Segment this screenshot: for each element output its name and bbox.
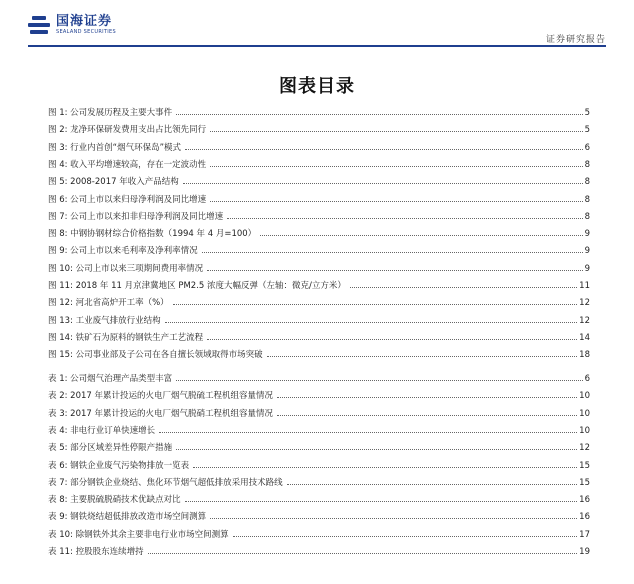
dot-leader — [277, 415, 577, 416]
table-entry[interactable] — [48, 491, 590, 505]
table-entry[interactable] — [48, 370, 590, 384]
table-entry[interactable] — [48, 474, 590, 488]
dot-leader — [233, 536, 578, 537]
entry-page-number: 12 — [579, 443, 590, 454]
dot-leader — [183, 183, 583, 184]
dot-leader — [267, 356, 578, 357]
entry-label: 表 1: 公司烟气治理产品类型丰富 — [48, 374, 173, 384]
dot-leader — [165, 322, 578, 323]
entry-page-number: 9 — [584, 263, 590, 274]
entry-label: 图 4: 收入平均增速较高，存在一定波动性 — [48, 159, 207, 170]
dot-leader — [185, 149, 583, 150]
entry-page-number: 17 — [579, 529, 590, 540]
figure-entry[interactable] — [48, 329, 590, 343]
entry-page-number: 11 — [579, 281, 590, 291]
entry-label: 图 1: 公司发展历程及主要大事件 — [48, 108, 173, 118]
dot-leader — [260, 235, 582, 236]
entry-page-number: 6 — [584, 142, 590, 153]
entry-page-number: 8 — [584, 211, 590, 222]
dot-leader — [210, 201, 582, 202]
entry-label: 图 7: 公司上市以来扣非归母净利润及同比增速 — [48, 211, 224, 222]
page-title: 图表目录 — [279, 76, 355, 97]
figure-entry[interactable] — [48, 121, 590, 135]
entry-label: 图 12: 河北省高炉开工率（%） — [48, 298, 169, 309]
entry-label: 图 13: 工业废气排放行业结构 — [48, 315, 161, 326]
dot-leader — [148, 553, 578, 554]
dot-leader — [176, 449, 577, 450]
dot-leader — [210, 131, 582, 132]
entry-page-number: 5 — [584, 108, 590, 118]
entry-label: 表 9: 钢铁烧结超低排放改造市场空间测算 — [48, 512, 207, 523]
dot-leader — [210, 518, 577, 519]
entry-page-number: 18 — [579, 350, 590, 361]
entry-label: 图 2: 龙净环保研发费用支出占比领先同行 — [48, 125, 207, 136]
header-divider — [28, 45, 606, 47]
figure-entry[interactable] — [48, 191, 590, 205]
figure-entry[interactable] — [48, 156, 590, 170]
dot-leader — [227, 218, 582, 219]
entry-page-number: 9 — [584, 246, 590, 257]
entry-page-number: 9 — [584, 229, 590, 240]
dot-leader — [207, 339, 577, 340]
table-entry[interactable] — [48, 543, 590, 557]
entry-label: 图 8: 中钢协钢材综合价格指数（1994 年 4 月=100） — [48, 229, 257, 240]
entry-label: 图 6: 公司上市以来归母净利润及同比增速 — [48, 194, 207, 205]
table-entry[interactable] — [48, 508, 590, 522]
entry-label: 图 11: 2018 年 11 月京津冀地区 PM2.5 浓度大幅反弹（左轴：微克/立方米） — [48, 281, 346, 291]
dot-leader — [287, 484, 577, 485]
table-entry[interactable] — [48, 422, 590, 436]
entry-label: 图 5: 2008-2017 年收入产品结构 — [48, 177, 179, 188]
entry-label: 图 10: 公司上市以来三项期间费用率情况 — [48, 263, 204, 274]
entry-label: 表 10: 除钢铁外其余主要非电行业市场空间测算 — [48, 529, 229, 540]
company-logo — [28, 14, 116, 36]
entry-label: 表 6: 钢铁企业废气污染物排放一览表 — [48, 460, 190, 471]
entry-page-number: 8 — [584, 159, 590, 170]
figure-entry[interactable] — [48, 225, 590, 239]
entry-label: 表 5: 部分区域差异性停限产措施 — [48, 443, 173, 454]
dot-leader — [159, 432, 577, 433]
entry-page-number: 12 — [579, 315, 590, 326]
entry-page-number: 12 — [579, 298, 590, 309]
figure-entry[interactable] — [48, 208, 590, 222]
entry-page-number: 6 — [584, 374, 590, 384]
dot-leader — [185, 501, 577, 502]
entry-page-number: 10 — [579, 425, 590, 436]
entry-page-number: 10 — [579, 408, 590, 419]
entry-label: 表 4: 非电行业订单快速增长 — [48, 425, 156, 436]
figure-entry[interactable] — [48, 312, 590, 326]
figure-entry[interactable] — [48, 346, 590, 360]
entry-page-number: 15 — [579, 460, 590, 471]
entry-label: 表 2: 2017 年累计投运的火电厂烟气脱硫工程机组容量情况 — [48, 391, 274, 402]
entry-page-number: 15 — [579, 477, 590, 488]
table-entry[interactable] — [48, 405, 590, 419]
entry-page-number: 16 — [579, 495, 590, 506]
entry-label: 图 14: 铁矿石为原料的钢铁生产工艺流程 — [48, 332, 204, 343]
entry-page-number: 8 — [584, 194, 590, 205]
figure-entry[interactable] — [48, 277, 590, 291]
entry-page-number: 16 — [579, 512, 590, 523]
figure-entry[interactable] — [48, 242, 590, 256]
report-type: 证券研究报告 — [545, 35, 606, 45]
company-name-en: SEALAND SECURITIES — [56, 29, 116, 35]
entry-page-number: 14 — [579, 332, 590, 343]
dot-leader — [202, 252, 583, 253]
dot-leader — [277, 397, 577, 398]
entry-page-number: 5 — [584, 125, 590, 136]
figure-entry[interactable] — [48, 139, 590, 153]
figure-entry[interactable] — [48, 260, 590, 274]
dot-leader — [350, 287, 577, 288]
entry-label: 表 3: 2017 年累计投运的火电厂烟气脱硝工程机组容量情况 — [48, 408, 274, 419]
entry-label: 表 11: 控股股东连续增持 — [48, 547, 144, 557]
table-entry[interactable] — [48, 526, 590, 540]
entry-label: 表 8: 主要脱硫脱硝技术优缺点对比 — [48, 495, 181, 506]
figure-entry[interactable] — [48, 104, 590, 118]
entry-page-number: 19 — [579, 547, 590, 557]
entry-page-number: 10 — [579, 391, 590, 402]
dot-leader — [173, 304, 578, 305]
dot-leader — [210, 166, 582, 167]
dot-leader — [193, 467, 577, 468]
logo-mark-icon — [28, 14, 50, 36]
page-header — [0, 0, 634, 46]
table-entry[interactable] — [48, 457, 590, 471]
entry-page-number: 8 — [584, 177, 590, 188]
dot-leader — [176, 380, 582, 381]
entry-label: 图 9: 公司上市以来毛利率及净利率情况 — [48, 246, 198, 257]
dot-leader — [207, 270, 582, 271]
entry-label: 图 15: 公司事业部及子公司在各自擅长领域取得市场突破 — [48, 350, 263, 361]
company-name-cn: 国海证券 — [56, 14, 113, 29]
entry-label: 表 7: 部分钢铁企业烧结、焦化环节烟气超低排放采用技术路线 — [48, 477, 283, 488]
figure-entry[interactable] — [48, 294, 590, 308]
entry-label: 图 3: 行业内首创“烟气环保岛”模式 — [48, 142, 181, 153]
table-entry[interactable] — [48, 387, 590, 401]
table-entry[interactable] — [48, 439, 590, 453]
figure-entry[interactable] — [48, 173, 590, 187]
dot-leader — [176, 114, 582, 115]
